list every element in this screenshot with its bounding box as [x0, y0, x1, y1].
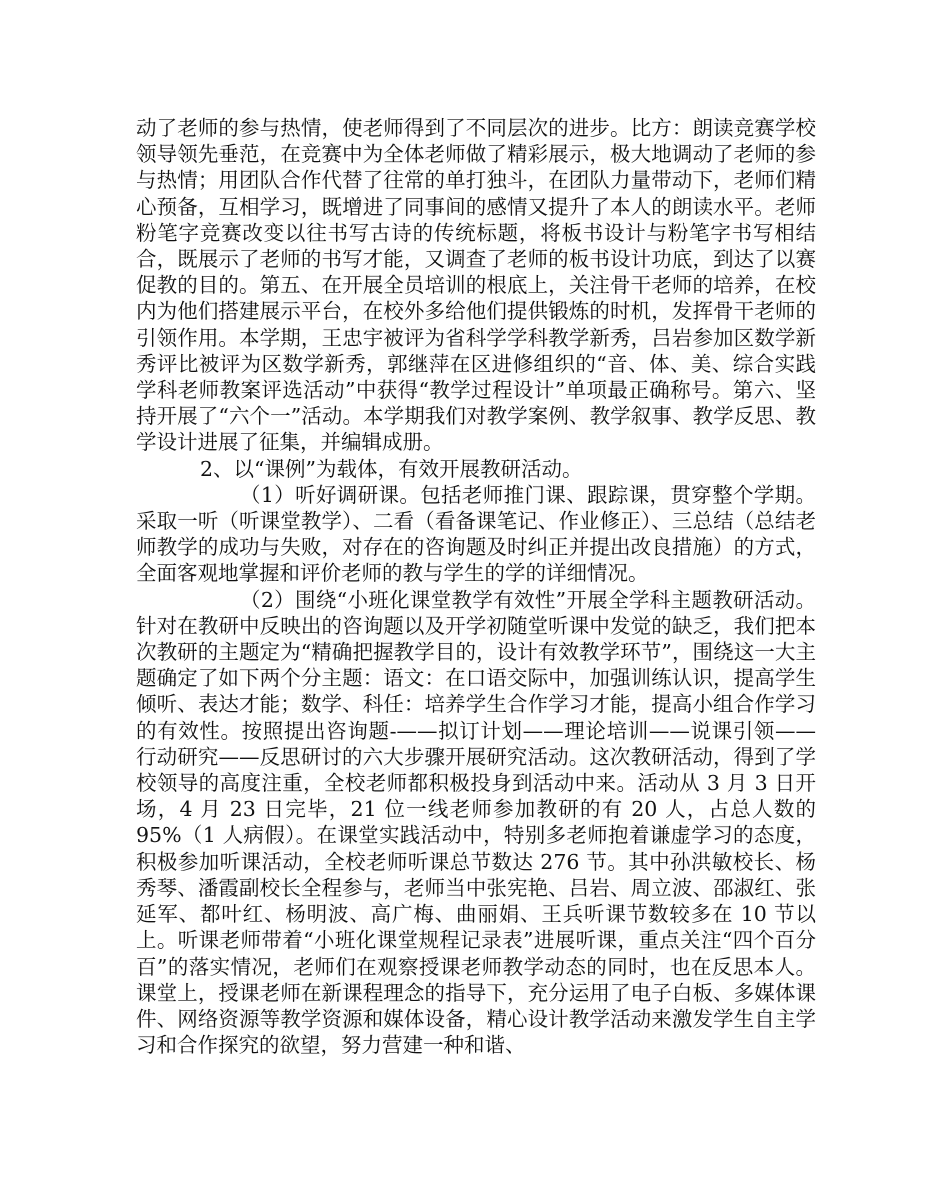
document-page [136, 115, 823, 1058]
section-heading-2: 2、以“课例”为载体，有效开展教研活动。 [200, 456, 583, 481]
subsection-paragraph-2: （2）围绕“小班化课堂教学有效性”开展全学科主题教研活动。针对在教研中反映出的咨询题以及开学初随堂听课中发觉的缺乏，我们把本次教研的主题定为“精确把握教学目的，设计有效教学环节”，围绕这一大主题确定了如下两个分主题：语文：在口语交际中，加强训练认识，提高学生倾听、表达才能；数学、科任：培养学生合作学习才能，提高小组合作学习的有效性。按照提出咨询题-——拟订计划——理论培训——说课引领——行动研究——反思研讨的六大步骤开展研究活动。这次教研活动，得到了学校领导的高度注重，全校老师都积极投身到活动中来。活动从 3 月 3 日开场，4 月 23 日完毕，21 位一线老师参加教研的有 20 人，占总人数的 95%（1 人病假）。在课堂实践活动中，特别多老师抱着谦虚学习的态度，积极参加听课活动，全校老师听课总节数达 276 节。其中孙洪敏校长、杨秀琴、潘霞副校长全程参与，老师当中张宪艳、吕岩、周立波、邵淑红、张延军、都叶红、杨明波、高广梅、曲丽娟、王兵听课节数较多在 10 节以上。听课老师带着“小班化课堂规程记录表”进展听课，重点关注“四个百分百”的落实情况，老师们在观察授课老师教学动态的同时，也在反思本人。课堂上，授课老师在新课程理念的指导下，充分运用了电子白板、多媒体课件、网络资源等教学资源和媒体设备，精心设计教学活动来激发学生自主学习和合作探究的欲望，努力营建一种和谐、 [136, 587, 823, 1058]
subsection-paragraph-1: （1）听好调研课。包括老师推门课、跟踪课，贯穿整个学期。采取一听（听课堂教学）、二看（看备课笔记、作业修正）、三总结（总结老师教学的成功与失败，对存在的咨询题及时纠正并提出改良措施）的方式，全面客观地掌握和评价老师的教与学生的学的详细情况。 [136, 482, 816, 586]
body-paragraph-1: 动了老师的参与热情，使老师得到了不同层次的进步。比方：朗读竞赛学校领导领先垂范，在竞赛中为全体老师做了精彩展示，极大地调动了老师的参与热情；用团队合作代替了往常的单打独斗，在团队力量带动下，老师们精心预备，互相学习，既增进了同事间的感情又提升了本人的朗读水平。老师粉笔字竞赛改变以往书写古诗的传统标题，将板书设计与粉笔字书写相结合，既展示了老师的书写才能，又调查了老师的板书设计功底，到达了以赛促教的目的。第五、在开展全员培训的根底上，关注骨干老师的培养，在校内为他们搭建展示平台，在校外多给他们提供锻炼的时机，发挥骨干老师的引领作用。本学期，王忠宇被评为省科学学科教学新秀，吕岩参加区数学新秀评比被评为区数学新秀，郭继萍在区进修组织的“音、体、美、综合实践学科老师教案评选活动”中获得“教学过程设计”单项最正确称号。第六、坚持开展了“六个一”活动。本学期我们对教学案例、教学叙事、教学反思、教学设计进展了征集，并编辑成册。 [136, 116, 816, 455]
